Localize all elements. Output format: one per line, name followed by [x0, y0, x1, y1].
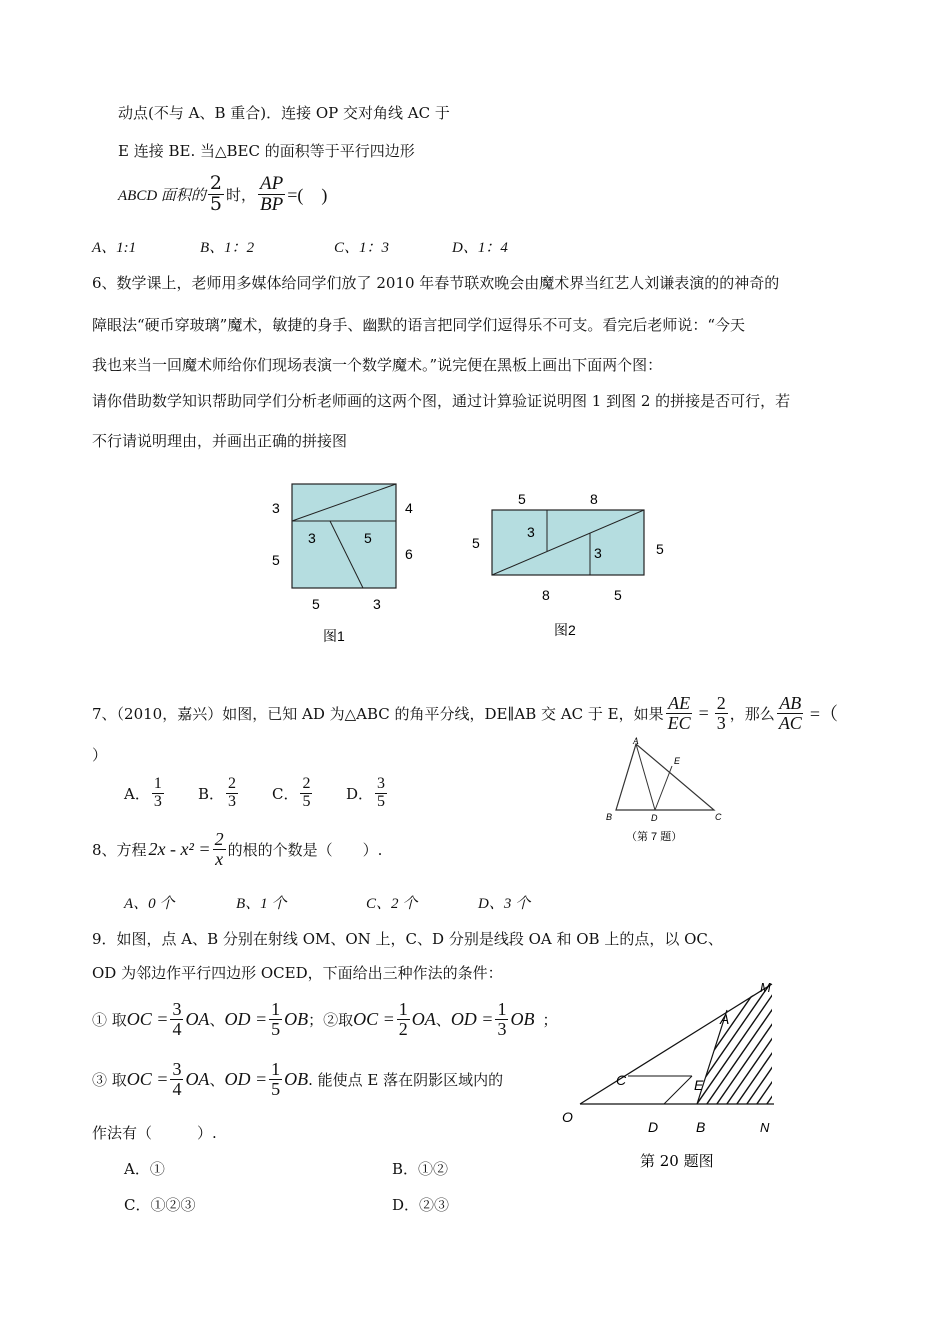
q9-label-o: O [562, 1109, 573, 1125]
q8-post: 的根的个数是（ ）. [227, 840, 383, 859]
q9-line-last: 作法有（ ）. [92, 1124, 217, 1142]
q7-fraction-2-3: $\frac{2}{3}$ [716, 693, 726, 733]
q9-label-d: D [648, 1119, 659, 1135]
q9-ray-om [580, 984, 772, 1104]
q9-label-a: A [720, 1011, 730, 1027]
fig2-label-top-right: 8 [590, 491, 598, 507]
q7-option-a[interactable]: A． $\frac{1}{3}$ [124, 775, 162, 810]
q7-label-b: B [606, 812, 613, 822]
q7-label-e: E [674, 756, 681, 766]
fig1-label-right-bottom: 6 [405, 546, 413, 562]
q9-label-e: E [694, 1077, 704, 1093]
q9-label-n: N [760, 1120, 770, 1135]
fig1-label-left-bottom: 5 [272, 552, 280, 568]
q9-figure-caption: 第 20 题图 [640, 1152, 714, 1170]
q7-segment-de [655, 766, 672, 810]
figure-2 [466, 484, 676, 644]
q7-option-b[interactable]: B． $\frac{2}{3}$ [198, 775, 237, 810]
q9-label-m: M [760, 980, 771, 995]
q7-line2: ） [92, 746, 108, 764]
figure-1 [260, 478, 420, 648]
fig2-label-right: 5 [656, 541, 664, 557]
fig2-label-left: 5 [472, 535, 480, 551]
q7-mid: ，那么 [729, 704, 775, 723]
fig1-label-bottom-right: 3 [373, 596, 381, 612]
q8-option-b[interactable]: B、1 个 [236, 896, 287, 912]
q7-option-d[interactable]: D． $\frac{3}{5}$ [346, 775, 386, 810]
q9-option-b[interactable]: B．①② [392, 1160, 449, 1178]
q6-line5: 不行请说明理由，并画出正确的拼接图 [92, 432, 348, 450]
q8-option-d[interactable]: D、3 个 [478, 896, 531, 912]
q5-option-d[interactable]: D、1：4 [452, 240, 508, 256]
q8-fraction-2-x: $\frac{2}{x}$ [214, 829, 224, 869]
q7-eq2: =（ [809, 704, 838, 725]
q9-shaded-region [672, 981, 792, 1111]
q7-eq1: = [698, 702, 709, 723]
q5-line3 [118, 174, 327, 215]
q7-figure [598, 734, 728, 850]
q5-option-b[interactable]: B、1：2 [200, 240, 255, 256]
fig2-label-bottom-right: 5 [614, 587, 622, 603]
fig2-label-bottom-left: 8 [542, 587, 550, 603]
q7-triangle-abc [616, 744, 714, 810]
q6-line2: 障眼法“硬币穿玻璃”魔术，敏捷的身手、幽默的语言把同学们逗得乐不可支。看完后老师说：“今天 [92, 316, 746, 334]
q9-figure [552, 976, 792, 1176]
q5-line3-mid: 时， [226, 185, 257, 204]
q7-label-d: D [651, 813, 658, 823]
q9-condition-3: ③ 取 OC = $\frac{3}{4}$ OA 、 OD = $\frac{1}{5}$ OB . 能使点 E 落在阴影区域内的 [92, 1059, 504, 1099]
q8-pre: 8、方程 [92, 840, 147, 859]
q5-line1: 动点(不与 A、B 重合)．连接 OP 交对角线 AC 于 [118, 104, 450, 122]
q9-line1: 9．如图，点 A、B 分别在射线 OM、ON 上，C、D 分别是线段 OA 和 OB 上的点，以 OC、 [92, 930, 723, 948]
fig1-label-inner-left: 3 [308, 530, 316, 546]
fig1-label-left-top: 3 [272, 500, 280, 516]
q7-line1 [92, 694, 838, 733]
fig2-label-inner-left: 3 [527, 524, 535, 540]
q5-fraction-ap-bp: $\frac{AP}{BP}$ [260, 173, 284, 215]
q6-line1: 6、数学课上，老师用多媒体给同学们放了 2010 年春节联欢晚会由魔术界当红艺人刘谦表演的的神奇的 [92, 274, 780, 292]
fig1-label-right-top: 4 [405, 500, 413, 516]
q7-line1-pre: 7、（2010，嘉兴）如图，已知 AD 为△ABC 的角平分线，DE∥AB 交 AC 于 E，如果 [92, 704, 664, 723]
q8-line [92, 830, 382, 869]
q5-line3-pre: ABCD 面积的 [118, 187, 206, 204]
q9-label-c: C [616, 1072, 627, 1088]
q9-option-c[interactable]: C．①②③ [124, 1196, 196, 1214]
fig2-label-inner-right: 3 [594, 545, 602, 561]
fig1-label-inner-right: 5 [364, 530, 372, 546]
q7-fraction-ae-ec: $\frac{AE}{EC}$ [667, 693, 691, 733]
q8-equation-left: 2x - x² = [148, 838, 211, 859]
q6-line3: 我也来当一回魔术师给你们现场表演一个数学魔术。”说完便在黑板上画出下面两个图： [92, 356, 663, 374]
q9-line2: OD 为邻边作平行四边形 OCED，下面给出三种作法的条件： [92, 964, 503, 982]
q7-option-c[interactable]: C． $\frac{2}{5}$ [272, 775, 311, 810]
q9-conditions-1-2: ① 取 OC = $\frac{3}{4}$ OA 、 OD = $\frac{1}{5}$ OB ； ②取 OC = $\frac{1}{2}$ OA 、 OD = $\frac{1}{3}$ OB ； [92, 999, 558, 1039]
fig2-caption: 图2 [554, 622, 576, 638]
q9-label-b: B [696, 1119, 706, 1135]
q5-option-c[interactable]: C、1：3 [334, 240, 390, 256]
q5-line3-post: =( ) [287, 185, 328, 206]
q9-segment-ed [664, 1076, 692, 1104]
q5-fraction-2-5: $\frac{2}{5}$ [209, 172, 223, 215]
fig1-caption: 图1 [323, 628, 345, 644]
q8-option-a[interactable]: A、0 个 [124, 896, 175, 912]
q7-segment-ad [636, 744, 655, 810]
q6-line4: 请你借助数学知识帮助同学们分析老师画的这两个图，通过计算验证说明图 1 到图 2 的拼接是否可行，若 [92, 392, 791, 410]
q7-label-c: C [715, 812, 722, 822]
q5-line2: E 连接 BE. 当△BEC 的面积等于平行四边形 [118, 142, 415, 160]
q9-option-a[interactable]: A．① [124, 1160, 165, 1178]
q8-option-c[interactable]: C、2 个 [366, 896, 418, 912]
q7-fraction-ab-ac: $\frac{AB}{AC}$ [778, 693, 802, 733]
fig1-label-bottom-left: 5 [312, 596, 320, 612]
q9-option-d[interactable]: D．②③ [392, 1196, 450, 1214]
q7-figure-caption: （第 7 题） [626, 831, 683, 843]
q5-option-a[interactable]: A、1:1 [92, 240, 137, 256]
fig2-label-top-left: 5 [518, 491, 526, 507]
q7-label-a: A [633, 736, 639, 746]
